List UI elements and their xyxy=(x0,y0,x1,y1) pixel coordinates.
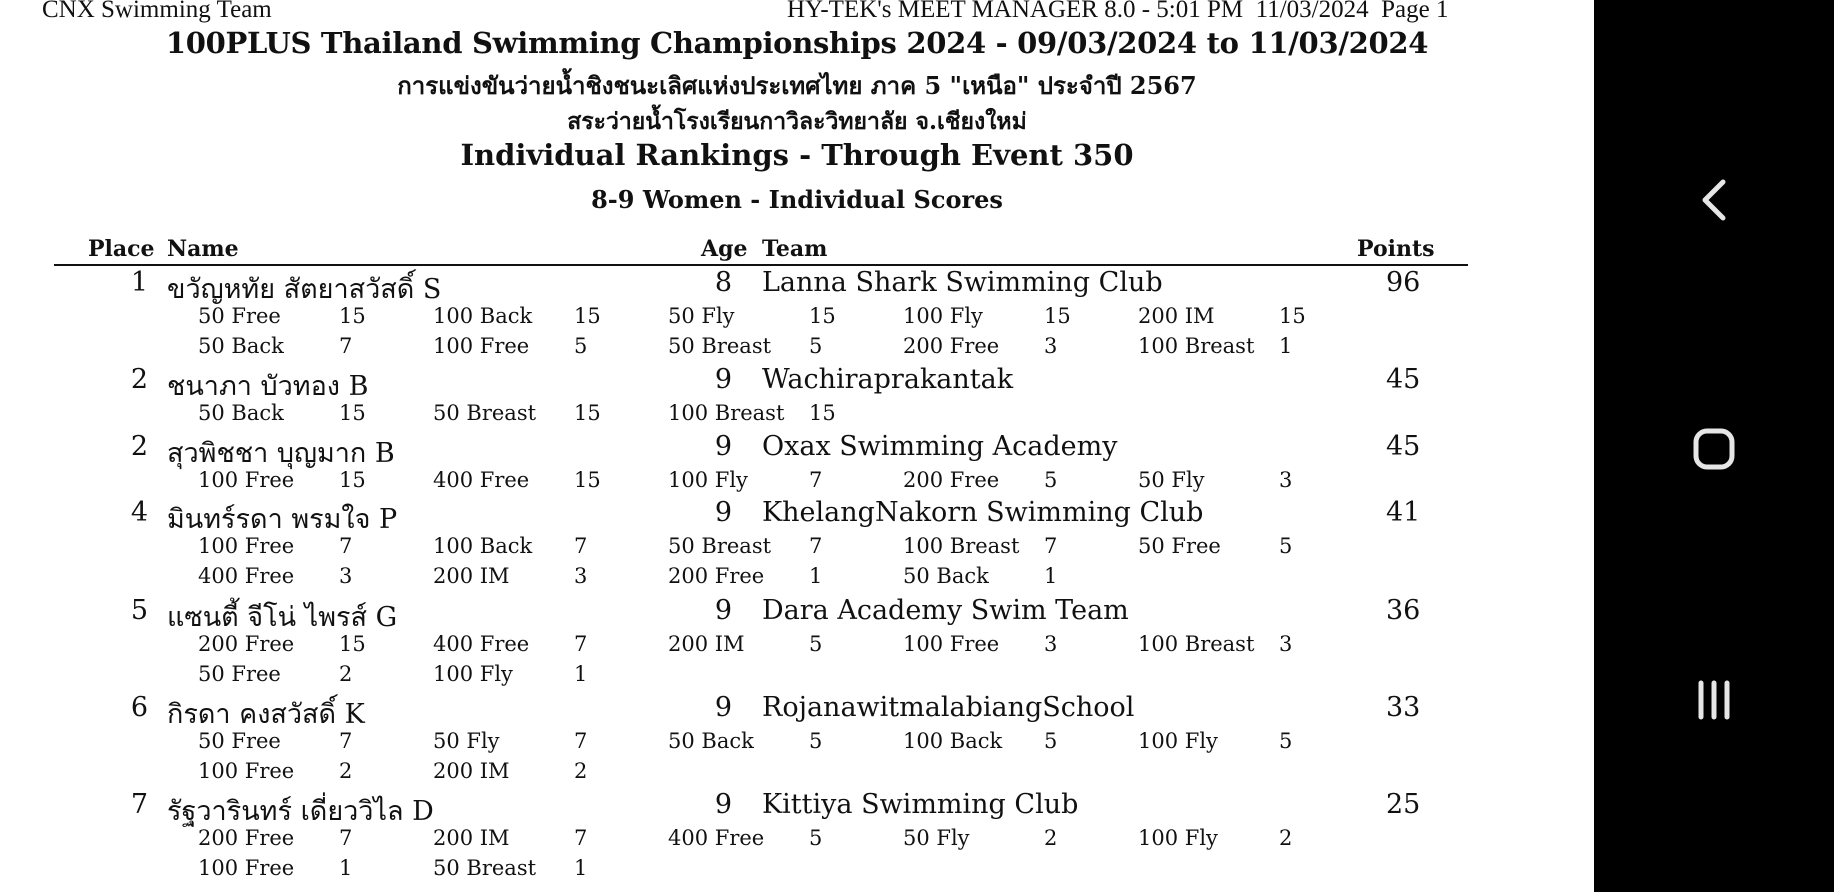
event-name: 50 Free xyxy=(198,729,281,753)
event-name: 400 Free xyxy=(198,564,295,588)
event-name: 100 Free xyxy=(198,856,295,880)
swimmer-name: ขวัญหทัย สัตยาสวัสดิ์ S xyxy=(167,274,442,305)
event-name: 200 Free xyxy=(903,468,1000,492)
meet-title: 100PLUS Thailand Swimming Championships 2024 - 09/03/2024 to 11/03/2024 xyxy=(165,26,1429,60)
event-points: 5 xyxy=(809,334,823,358)
swimmer-points: 25 xyxy=(1386,789,1421,820)
event-name: 100 Back xyxy=(433,304,533,328)
event-points-row xyxy=(0,534,1594,562)
event-points: 1 xyxy=(574,856,588,880)
event-name: 100 Breast xyxy=(1138,334,1255,358)
col-header-place: Place xyxy=(88,236,155,262)
event-name: 50 Fly xyxy=(433,729,500,753)
event-points: 5 xyxy=(1279,534,1293,558)
event-points: 5 xyxy=(809,826,823,850)
event-points: 3 xyxy=(1279,632,1293,656)
event-points-row xyxy=(0,334,1594,362)
swimmer-place: 1 xyxy=(130,267,148,298)
event-name: 200 Free xyxy=(198,632,295,656)
col-header-points: Points xyxy=(1357,236,1435,262)
event-name: 200 IM xyxy=(668,632,745,656)
swimmer-points: 36 xyxy=(1386,595,1421,626)
thai-event-title: การแข่งขันว่ายน้ำชิงชนะเลิศแห่งประเทศไทย ภาค 5 "เหนือ" ประจำปี 2567 xyxy=(397,71,1197,100)
event-points: 3 xyxy=(339,564,353,588)
swimmer-place: 2 xyxy=(130,364,148,395)
event-points: 7 xyxy=(574,826,588,850)
event-points: 7 xyxy=(339,534,353,558)
event-points: 7 xyxy=(339,334,353,358)
event-points: 2 xyxy=(1279,826,1293,850)
swimmer-row xyxy=(0,267,1594,305)
swimmer-name: แซนตี้ จีโน่ ไพรส์ G xyxy=(167,602,398,633)
event-name: 100 Free xyxy=(198,468,295,492)
swimmer-points: 33 xyxy=(1386,692,1421,723)
event-points-row xyxy=(0,826,1594,854)
swimmer-row xyxy=(0,497,1594,535)
swimmer-team: Lanna Shark Swimming Club xyxy=(762,267,1163,298)
event-points: 5 xyxy=(574,334,588,358)
swimmer-team: KhelangNakorn Swimming Club xyxy=(762,497,1204,528)
event-points-row xyxy=(0,401,1594,429)
event-name: 100 Fly xyxy=(1138,729,1218,753)
event-name: 100 Breast xyxy=(668,401,785,425)
event-name: 200 Free xyxy=(668,564,765,588)
swimmer-row xyxy=(0,595,1594,633)
event-points: 15 xyxy=(809,304,836,328)
event-name: 50 Free xyxy=(198,662,281,686)
swimmer-team: Oxax Swimming Academy xyxy=(762,431,1118,462)
swimmer-place: 2 xyxy=(130,431,148,462)
event-points-row xyxy=(0,662,1594,690)
event-name: 50 Fly xyxy=(1138,468,1205,492)
event-name: 200 IM xyxy=(433,564,510,588)
event-points: 1 xyxy=(574,662,588,686)
event-points: 5 xyxy=(809,729,823,753)
event-name: 400 Free xyxy=(433,468,530,492)
event-points: 15 xyxy=(339,468,366,492)
swimmer-points: 96 xyxy=(1386,267,1421,298)
event-points: 2 xyxy=(1044,826,1058,850)
event-points: 15 xyxy=(1279,304,1306,328)
event-points-row xyxy=(0,856,1594,884)
event-name: 50 Back xyxy=(903,564,989,588)
event-name: 100 Free xyxy=(198,759,295,783)
event-name: 50 Back xyxy=(198,334,284,358)
swimmer-team: Dara Academy Swim Team xyxy=(762,595,1129,626)
col-header-name: Name xyxy=(167,236,239,262)
swimmer-age: 9 xyxy=(714,692,732,723)
swimmer-age: 9 xyxy=(714,789,732,820)
event-points-row xyxy=(0,729,1594,757)
event-name: 50 Fly xyxy=(903,826,970,850)
swimmer-name: ชนาภา บัวทอง B xyxy=(167,371,369,402)
header-meet-info: HY-TEK's MEET MANAGER 8.0 - 5:01 PM 11/03/2024 Page 1 xyxy=(787,0,1449,23)
event-name: 50 Back xyxy=(668,729,754,753)
event-points: 1 xyxy=(809,564,823,588)
event-points: 5 xyxy=(1044,468,1058,492)
event-points: 7 xyxy=(339,729,353,753)
event-points: 7 xyxy=(574,729,588,753)
event-name: 100 Back xyxy=(433,534,533,558)
swimmer-team: Kittiya Swimming Club xyxy=(762,789,1079,820)
event-name: 50 Free xyxy=(1138,534,1221,558)
event-name: 50 Fly xyxy=(668,304,735,328)
swimmer-name: มินทร์รดา พรมใจ P xyxy=(167,504,398,535)
event-points-row xyxy=(0,759,1594,787)
home-button[interactable] xyxy=(1594,404,1834,494)
thai-venue-title: สระว่ายน้ำโรงเรียนกาวิละวิทยาลัย จ.เชียงใหม่ xyxy=(567,108,1027,135)
event-points: 3 xyxy=(1044,334,1058,358)
android-nav-bar xyxy=(1594,0,1834,892)
swimmer-place: 4 xyxy=(130,497,148,528)
recents-icon xyxy=(1695,680,1733,720)
swimmer-name: สุวพิชชา บุญมาก B xyxy=(167,438,395,469)
event-name: 200 IM xyxy=(433,759,510,783)
event-name: 50 Breast xyxy=(433,856,537,880)
swimmer-age: 9 xyxy=(714,364,732,395)
header-team: CNX Swimming Team xyxy=(42,0,272,23)
event-name: 200 IM xyxy=(433,826,510,850)
swimmer-row xyxy=(0,692,1594,730)
event-name: 100 Breast xyxy=(1138,632,1255,656)
swimmer-age: 8 xyxy=(714,267,732,298)
home-icon xyxy=(1692,427,1736,471)
event-name: 100 Free xyxy=(903,632,1000,656)
event-points: 7 xyxy=(1044,534,1058,558)
swimmer-age: 9 xyxy=(714,431,732,462)
event-points: 2 xyxy=(574,759,588,783)
swimmer-name: กิรดา คงสวัสดิ์ K xyxy=(167,699,365,730)
event-points: 2 xyxy=(339,759,353,783)
event-name: 400 Free xyxy=(668,826,765,850)
event-points: 15 xyxy=(339,632,366,656)
swimmer-age: 9 xyxy=(714,595,732,626)
swimmer-points: 45 xyxy=(1386,431,1421,462)
event-points-row xyxy=(0,564,1594,592)
event-name: 50 Breast xyxy=(668,534,772,558)
event-points: 5 xyxy=(809,632,823,656)
swimmer-team: RojanawitmalabiangSchool xyxy=(762,692,1135,723)
event-points: 3 xyxy=(1279,468,1293,492)
event-points-row xyxy=(0,468,1594,496)
swimmer-place: 7 xyxy=(130,789,148,820)
division-title: 8-9 Women - Individual Scores xyxy=(591,185,1003,214)
event-points: 2 xyxy=(339,662,353,686)
event-points: 7 xyxy=(809,534,823,558)
event-points: 7 xyxy=(809,468,823,492)
swimmer-team: Wachiraprakantak xyxy=(762,364,1014,395)
event-name: 100 Fly xyxy=(903,304,983,328)
event-name: 100 Free xyxy=(198,534,295,558)
event-points: 15 xyxy=(1044,304,1071,328)
event-name: 100 Breast xyxy=(903,534,1020,558)
event-points: 15 xyxy=(339,304,366,328)
swimmer-points: 41 xyxy=(1386,497,1421,528)
event-points: 3 xyxy=(1044,632,1058,656)
event-points: 1 xyxy=(1279,334,1293,358)
swimmer-row xyxy=(0,789,1594,827)
event-points: 1 xyxy=(339,856,353,880)
col-header-age: Age xyxy=(701,236,748,262)
event-points: 15 xyxy=(809,401,836,425)
report-title: Individual Rankings - Through Event 350 xyxy=(460,138,1134,172)
event-name: 200 Free xyxy=(198,826,295,850)
event-name: 50 Breast xyxy=(433,401,537,425)
event-points: 7 xyxy=(574,534,588,558)
event-points: 1 xyxy=(1044,564,1058,588)
back-button[interactable] xyxy=(1594,155,1834,245)
event-points: 7 xyxy=(339,826,353,850)
header-rule xyxy=(54,264,1468,266)
col-header-team: Team xyxy=(762,236,828,262)
swimmer-place: 6 xyxy=(130,692,148,723)
swimmer-row xyxy=(0,364,1594,402)
event-points: 5 xyxy=(1279,729,1293,753)
event-points: 15 xyxy=(574,468,601,492)
event-name: 200 IM xyxy=(1138,304,1215,328)
event-name: 100 Fly xyxy=(668,468,748,492)
event-points-row xyxy=(0,632,1594,660)
event-points: 15 xyxy=(574,304,601,328)
event-points-row xyxy=(0,304,1594,332)
event-name: 50 Back xyxy=(198,401,284,425)
swimmer-age: 9 xyxy=(714,497,732,528)
event-name: 400 Free xyxy=(433,632,530,656)
event-name: 100 Fly xyxy=(433,662,513,686)
event-name: 100 Fly xyxy=(1138,826,1218,850)
event-points: 5 xyxy=(1044,729,1058,753)
swimmer-row xyxy=(0,431,1594,469)
event-name: 100 Back xyxy=(903,729,1003,753)
event-points: 7 xyxy=(574,632,588,656)
swimmer-name: รัฐวารินทร์ เดี่ยววิไล D xyxy=(167,796,434,827)
event-name: 50 Free xyxy=(198,304,281,328)
swimmer-place: 5 xyxy=(130,595,148,626)
event-name: 200 Free xyxy=(903,334,1000,358)
event-points: 15 xyxy=(339,401,366,425)
recents-button[interactable] xyxy=(1594,655,1834,745)
event-points: 3 xyxy=(574,564,588,588)
event-name: 50 Breast xyxy=(668,334,772,358)
back-icon xyxy=(1699,178,1729,222)
event-name: 100 Free xyxy=(433,334,530,358)
swimmer-points: 45 xyxy=(1386,364,1421,395)
event-points: 15 xyxy=(574,401,601,425)
